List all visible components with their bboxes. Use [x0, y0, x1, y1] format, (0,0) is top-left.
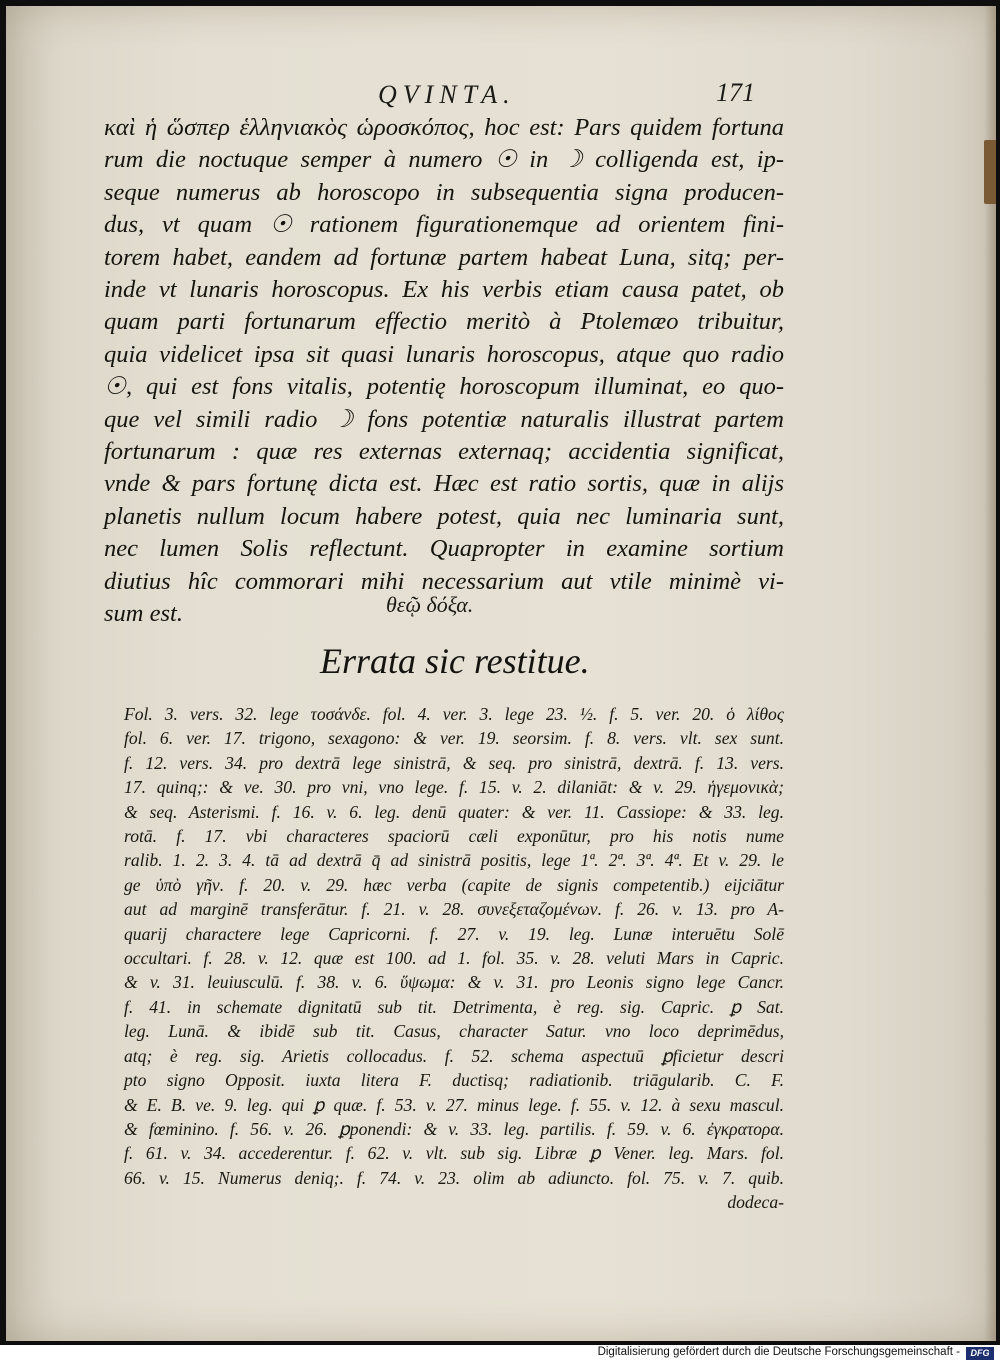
dfg-logo: DFG: [966, 1347, 994, 1360]
main-text-block: [104, 112, 784, 631]
text-line: dus, vt quam ☉ rationem figurationemque ad orientem fini-: [104, 211, 784, 239]
folio-number: 171: [716, 78, 755, 107]
text-line: seque numerus ab horoscopo in subsequentia signa producen-: [104, 178, 784, 206]
text-line: inde vt lunaris horoscopus. Ex his verbis etiam causa patet, ob: [104, 276, 784, 304]
page-tab-marker: [984, 140, 996, 204]
errata-line: 66. v. 15. Numerus deniq;. f. 74. v. 23. olim ab adiuncto. fol. 75. v. 7. quib.: [124, 1167, 784, 1188]
text-line: que vel simili radio ☽ fons potentiæ naturalis illustrat partem: [104, 405, 784, 433]
running-head: QVINTA.: [378, 80, 516, 109]
errata-heading: Errata sic restitue.: [320, 641, 590, 681]
errata-line: & seq. Asterismi. f. 16. v. 6. leg. denū quater: & ver. 11. Cassiope: & 33. leg.: [124, 801, 784, 822]
errata-block: [124, 702, 784, 1215]
errata-line: aut ad marginē transferātur. f. 21. v. 28. συνεξεταζομένων. f. 26. v. 13. pro A-: [124, 899, 784, 920]
errata-line: ralib. 1. 2. 3. 4. tā ad dextrā q̄ ad sinistrā positis, lege 1ª. 2ª. 3ª. 4ª. Et v. 29. le: [124, 850, 784, 871]
errata-line: Fol. 3. vers. 32. lege τοσάνδε. fol. 4. ver. 3. lege 23. ½. f. 5. ver. 20. ὁ λίθος: [124, 704, 784, 724]
text-line: quam parti fortunarum effectio meritò à Ptolemæo tribuitur,: [104, 308, 784, 336]
text-line: fortunarum : quæ res externas externaq; accidentia significat,: [104, 438, 784, 466]
text-line: ☉, qui est fons vitalis, potentię horoscopum illuminat, eo quo-: [104, 373, 784, 401]
text-line: καὶ ἡ ὥσπερ ἑλληνιακὸς ὡροσκόπος, hoc est: Pars quidem fortuna: [104, 114, 784, 141]
errata-line: f. 12. vers. 34. pro dextrā lege sinistrā, & seq. pro sinistrā, dextrā. f. 13. vers.: [124, 752, 784, 773]
closing-doxology: θεῷ δόξα.: [386, 592, 474, 617]
funding-notice: Digitalisierung gefördert durch die Deutsche Forschungsgemeinschaft -: [597, 1346, 960, 1358]
errata-line: f. 41. in schemate dignitatū sub tit. Detrimenta, è reg. sig. Capric. ꝑ Sat.: [124, 996, 784, 1017]
errata-line: 17. quinq;: & ve. 30. pro vni, vno lege. f. 15. v. 2. dilaniāt: & v. 29. ἡγεμονικὰ;: [124, 777, 784, 798]
text-line: nec lumen Solis reflectunt. Quapropter in examine sortium: [104, 535, 784, 563]
text-line: rum die noctuque semper à numero ☉ in ☽ colligenda est, ip-: [104, 146, 784, 174]
text-line: quia videlicet ipsa sit quasi lunaris horoscopus, atque quo radio: [104, 340, 784, 368]
errata-line: f. 61. v. 34. accederentur. f. 62. v. vlt. sub sig. Libræ ꝑ Vener. leg. Mars. fol.: [124, 1143, 784, 1164]
text-line: vnde & pars fortunę dicta est. Hæc est ratio sortis, quæ in alijs: [104, 470, 784, 498]
errata-line: fol. 6. ver. 17. trigono, sexagono: & ver. 19. seorsim. f. 8. vers. vlt. sex sunt.: [124, 728, 784, 749]
errata-line: & fœminino. f. 56. v. 26. ꝑponendi: & v. 33. leg. partilis. f. 59. v. 6. ἐγκρατορα.: [124, 1118, 784, 1139]
errata-line: rotā. f. 17. vbi characteres spaciorū cæli exponūtur, pro his notis nume: [124, 826, 784, 847]
errata-line: quarij charactere lege Capricorni. f. 27. v. 19. leg. Lunæ interuētu Solē: [124, 923, 784, 944]
text-line: sum est.: [104, 600, 183, 628]
digitization-footer: [0, 1345, 1000, 1362]
errata-line: pto signo Opposit. iuxta litera F. ductisq; radiationib. triāgularib. C. F.: [124, 1070, 784, 1091]
text-line: torem habet, eandem ad fortunæ partem habeat Luna, sitq; per-: [104, 243, 784, 271]
text-line: planetis nullum locum habere potest, quia nec luminaria sunt,: [104, 502, 784, 530]
errata-line: ge ὑπὸ γῆν. f. 20. v. 29. hæc verba (capite de signis competentib.) eijciātur: [124, 874, 784, 895]
errata-catchword: dodeca-: [727, 1192, 784, 1213]
errata-line: atq; è reg. sig. Arietis collocadus. f. 52. schema aspectuū ꝑficietur descri: [124, 1045, 784, 1066]
errata-line: leg. Lunā. & ibidē sub tit. Casus, character Satur. vno loco deprimēdus,: [124, 1021, 784, 1042]
errata-line: occultari. f. 28. v. 12. quæ est 100. ad 1. fol. 35. v. 28. veluti Mars in Capric.: [124, 948, 784, 969]
page-edge: [984, 6, 996, 1341]
text-line: diutius hîc commorari mihi necessarium aut vtile minimè vi-: [104, 567, 784, 595]
errata-line: & v. 31. leuiusculū. f. 38. v. 6. ὕψωμα: & v. 31. pro Leonis signo lege Cancr.: [124, 972, 784, 993]
errata-line: & E. B. ve. 9. leg. qui ꝑ quæ. f. 53. v. 27. minus lege. f. 55. v. 12. à sexu mascul.: [124, 1094, 784, 1115]
